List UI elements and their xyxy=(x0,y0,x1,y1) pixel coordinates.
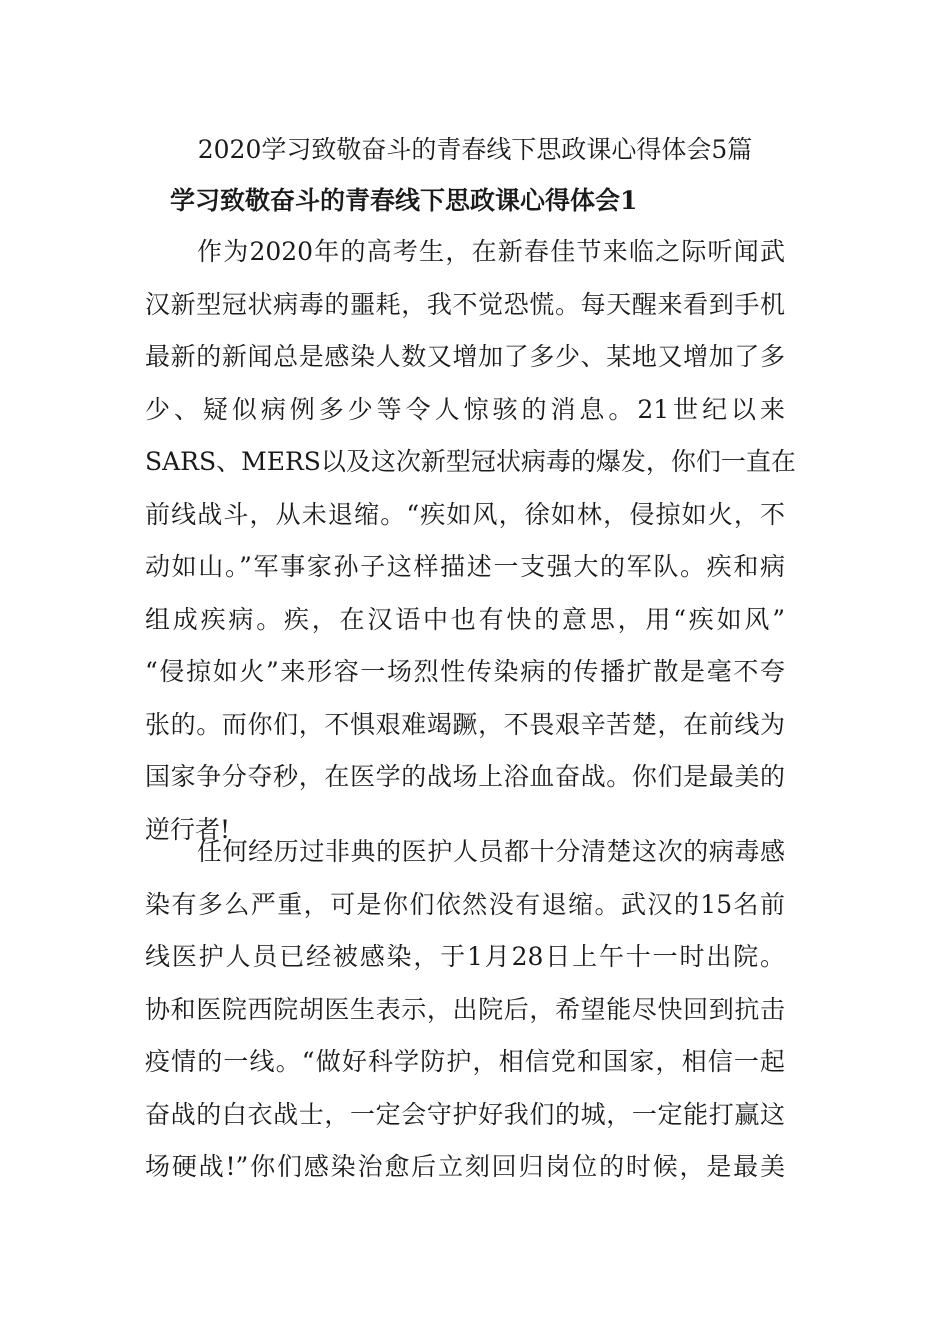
text-line: 逆行者! xyxy=(145,814,231,844)
paragraph-2 xyxy=(145,826,785,1194)
text-line: 线医护人员已经被感染，于1月28日上午十一时出院。 xyxy=(145,942,785,971)
text-line: 染有多么严重，可是你们依然没有退缩。武汉的15名前 xyxy=(145,889,785,919)
text-line: 场硬战!”你们感染治愈后立刻回归岗位的时候，是最美 xyxy=(145,1152,785,1181)
text-line: 动如山。”军事家孙子这样描述一支强大的军队。疾和病 xyxy=(145,552,785,581)
text-line: “侵掠如火”来形容一场烈性传染病的传播扩散是毫不夸 xyxy=(145,657,785,686)
section-heading: 学习致敬奋斗的青春线下思政课心得体会1 xyxy=(170,186,638,215)
text-line: 奋战的白衣战士，一定会守护好我们的城，一定能打赢这 xyxy=(145,1099,785,1129)
text-line: 最新的新闻总是感染人数又增加了多少、某地又增加了多 xyxy=(145,342,785,371)
text-line: 疫情的一线。“做好科学防护，相信党和国家，相信一起 xyxy=(145,1047,785,1076)
text-line: 张的。而你们，不惧艰难竭蹶，不畏艰辛苦楚，在前线为 xyxy=(145,709,785,739)
document-title: 2020学习致敬奋斗的青春线下思政课心得体会5篇 xyxy=(197,135,753,164)
text-line: 国家争分夺秒，在医学的战场上浴血奋战。你们是最美的 xyxy=(145,762,785,791)
text-line: 作为2020年的高考生，在新春佳节来临之际听闻武 xyxy=(197,237,785,266)
text-line: 任何经历过非典的医护人员都十分清楚这次的病毒感 xyxy=(197,837,785,866)
text-line: 前线战斗，从未退缩。“疾如风，徐如林，侵掠如火，不 xyxy=(145,499,785,529)
text-line: 组成疾病。疾，在汉语中也有快的意思，用“疾如风” xyxy=(145,604,785,634)
paragraph-1 xyxy=(145,226,796,856)
text-line: 汉新型冠状病毒的噩耗，我不觉恐慌。每天醒来看到手机 xyxy=(145,289,785,319)
text-line: SARS、MERS以及这次新型冠状病毒的爆发，你们一直在 xyxy=(145,447,796,476)
text-line: 少、疑似病例多少等令人惊骇的消息。21世纪以来 xyxy=(145,394,785,424)
text-line: 协和医院西院胡医生表示，出院后，希望能尽快回到抗击 xyxy=(145,994,785,1024)
